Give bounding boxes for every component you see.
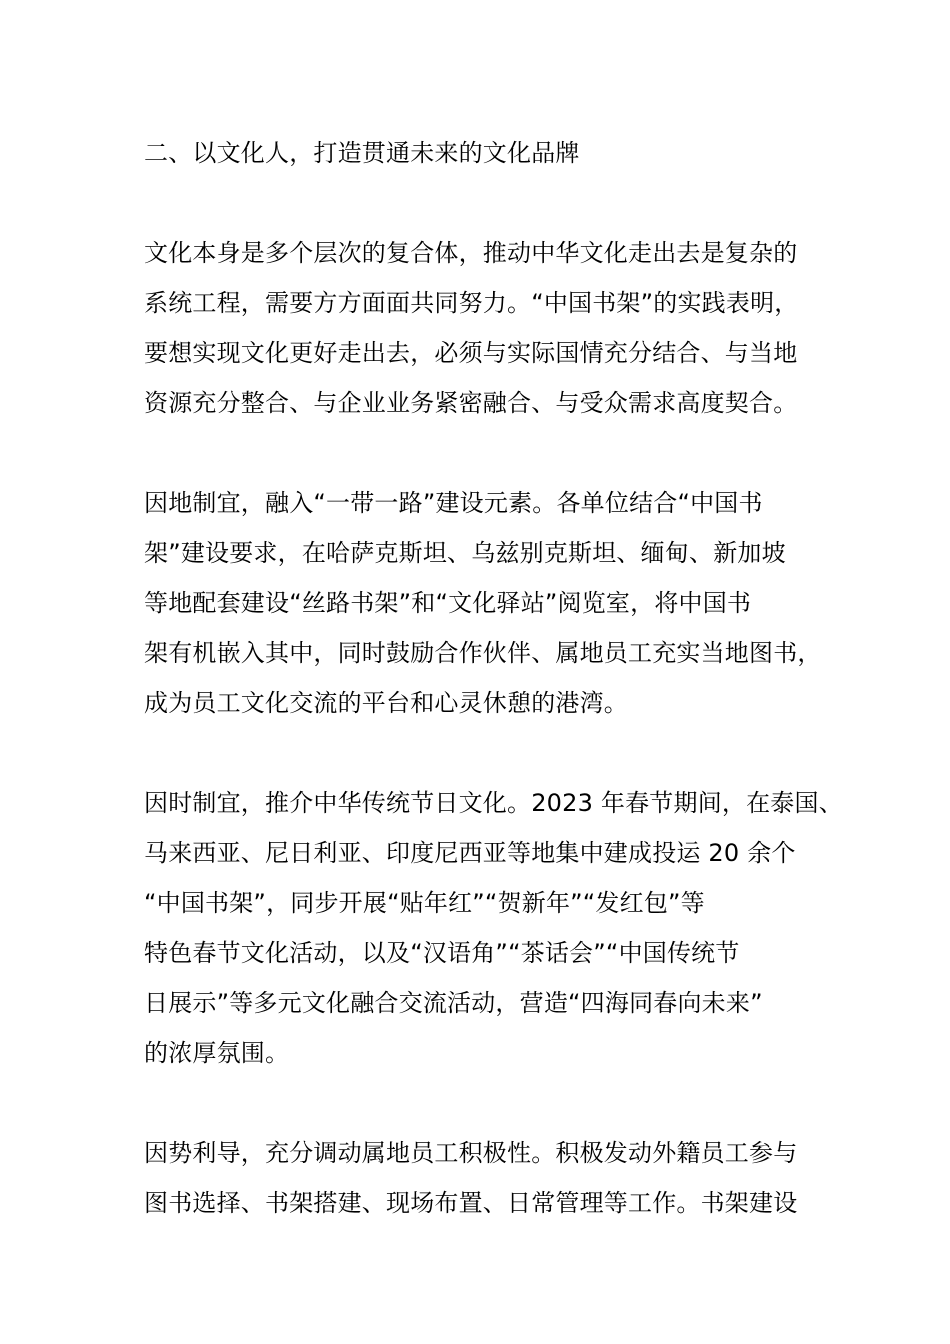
paragraph-line: 马来西亚、尼日利亚、印度尼西亚等地集中建成投运 20 余个 bbox=[144, 839, 796, 867]
paragraph-line: 要想实现文化更好走出去，必须与实际国情充分结合、与当地 bbox=[144, 339, 798, 367]
paragraph-line: 日展示”等多元文化融合交流活动，营造“四海同春向未来” bbox=[144, 989, 763, 1017]
paragraph-line: 等地配套建设“丝路书架”和“文化驿站”阅览室，将中国书 bbox=[144, 589, 752, 617]
paragraph-line: 成为员工文化交流的平台和心灵休憩的港湾。 bbox=[144, 689, 628, 717]
paragraph-1 bbox=[144, 228, 824, 428]
paragraph-line: 特色春节文化活动，以及“汉语角”“茶话会”“中国传统节 bbox=[144, 939, 740, 967]
paragraph-line: 的浓厚氛围。 bbox=[144, 1039, 290, 1067]
paragraph-line: 架”建设要求，在哈萨克斯坦、乌兹别克斯坦、缅甸、新加坡 bbox=[144, 539, 786, 567]
paragraph-line: 因势利导，充分调动属地员工积极性。积极发动外籍员工参与 bbox=[144, 1139, 798, 1167]
section-heading: 二、以文化人，打造贯通未来的文化品牌 bbox=[144, 139, 580, 167]
paragraph-2 bbox=[144, 478, 824, 728]
paragraph-line: 因时制宜，推介中华传统节日文化。2023 年春节期间，在泰国、 bbox=[144, 789, 843, 817]
paragraph-line: 文化本身是多个层次的复合体，推动中华文化走出去是复杂的 bbox=[144, 239, 798, 267]
document-page bbox=[144, 128, 843, 1228]
paragraph-3 bbox=[144, 778, 843, 1078]
paragraph-line: 系统工程，需要方方面面共同努力。“中国书架”的实践表明， bbox=[144, 289, 799, 317]
paragraph-line: 因地制宜，融入“一带一路”建设元素。各单位结合“中国书 bbox=[144, 489, 763, 517]
paragraph-line: 架有机嵌入其中，同时鼓励合作伙伴、属地员工充实当地图书， bbox=[144, 639, 822, 667]
paragraph-4 bbox=[144, 1128, 824, 1228]
paragraph-line: “中国书架”，同步开展“贴年红”“贺新年”“发红包”等 bbox=[144, 889, 705, 917]
paragraph-line: 资源充分整合、与企业业务紧密融合、与受众需求高度契合。 bbox=[144, 389, 798, 417]
paragraph-line: 图书选择、书架搭建、现场布置、日常管理等工作。书架建设 bbox=[144, 1189, 798, 1217]
